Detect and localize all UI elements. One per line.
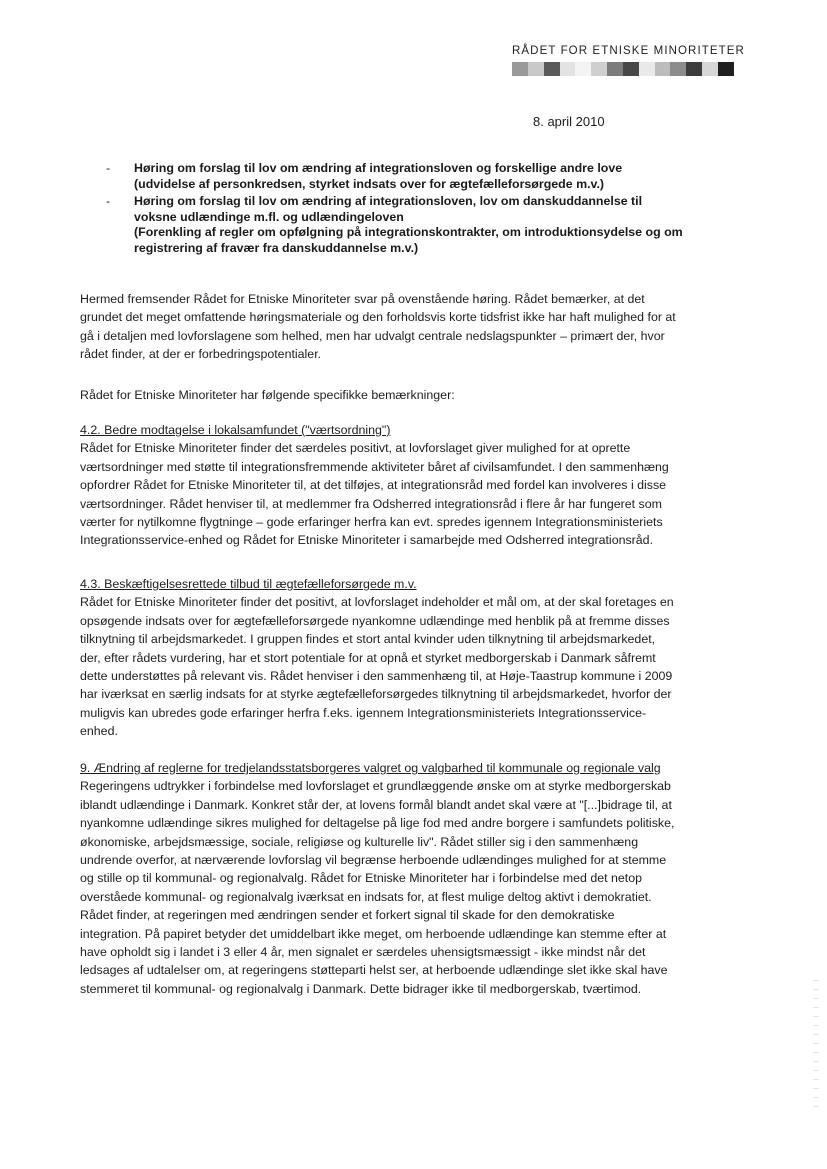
text-line: Rådet for Etniske Minoriteter finder det positivt, at lovforslaget indeholder et mål om, at der skal foretages en <box>80 595 674 610</box>
text-line: undrende overfor, at nærværende lovforslag vil begrænse herboende udlændinges mulighed for at stemme <box>80 853 667 868</box>
text-line: nyankomne udlændinge sikres mulighed for deltagelse på lige fod med andre borgere i samfundets politiske, <box>80 816 675 831</box>
text-line: Rådet finder, at regeringen med ændringen sender et forkert signal til skade for den demokratiske <box>80 908 615 923</box>
text-line: dette understøttes på relevant vis. Rådet henviser i den sammenhæng til, at Høje-Taastrup kommune i 2009 <box>80 669 673 684</box>
text-line: og stille op til kommunal- og regionalvalg. Rådet for Etniske Minoriteter har i forbindelse med det netop <box>80 871 643 886</box>
text-line: Hermed fremsender Rådet for Etniske Minoriteter svar på ovenstående høring. Rådet bemærker, at det <box>80 292 645 306</box>
section-heading: 4.3. Beskæftigelsesrettede tilbud til ægtefælleforsørgede m.v. <box>80 577 417 591</box>
logo-block <box>512 62 528 76</box>
text-line: der, efter rådets vurdering, har et stort potentiale for at opnå et styrket medborgerskab i Danmark såfremt <box>80 650 656 665</box>
text-line: grundet det meget omfattende høringsmateriale og den forholdsvis korte tidsfrist ikke har haft mulighed for at <box>80 310 676 325</box>
text-line: stemmeret til kommunal- og regionalvalg i Danmark. Dette bidrager ikke til medborgerskab, tværtimod. <box>80 981 642 996</box>
list-dash: - <box>106 161 111 175</box>
hearing-line: voksne udlændinge m.fl. og udlændingeloven <box>134 209 404 224</box>
logo-block <box>528 62 544 76</box>
section-heading: 4.2. Bedre modtagelse i lokalsamfundet ("værtsordning") <box>80 423 391 437</box>
hearing-line: Høring om forslag til lov om ændring af integrationsloven og forskellige andre love <box>134 161 623 175</box>
intro-paragraph <box>80 290 748 364</box>
logo-block <box>718 62 734 76</box>
logo-block <box>623 62 639 76</box>
logo-bar <box>512 62 734 76</box>
scan-artifact <box>813 980 819 1110</box>
logo-block <box>560 62 576 76</box>
text-line: gå i detaljen med lovforslagene som helhed, men har udvalgt centrale nedslagspunkter – primært der, hvor <box>80 328 665 343</box>
logo-block <box>575 62 591 76</box>
text-line: rådet finder, at der er forbedringspotentialer. <box>80 347 322 362</box>
section-heading: 9. Ændring af reglerne for tredjelandsstatsborgeres valgret og valgbarhed til kommunale og regionale valg <box>80 761 661 775</box>
text-line: have opholdt sig i landet i 3 eller 4 år, men signalet er særdeles uhensigtsmæssigt - ikke mindst når det <box>80 945 646 960</box>
organization-name: RÅDET FOR ETNISKE MINORITETER <box>512 45 745 57</box>
section-4-3 <box>80 575 748 741</box>
text-line: enhed. <box>80 724 118 739</box>
text-line: opsøgende indsats over for ægtefælleforsørgede nyankomne udlændinge med henblik på at fremme disses <box>80 613 670 628</box>
logo-block <box>607 62 623 76</box>
letter-date: 8. april 2010 <box>533 114 605 129</box>
text-line: tilknytning til arbejdsmarkedet. I gruppen findes et stort antal kvinder uden tilknytning til arbejdsmarkedet, <box>80 632 656 647</box>
text-line: overståede kommunal- og regionalvalg iværksat en indsats for, at flest mulige deltog aktivt i demokratiet. <box>80 889 652 904</box>
logo-block <box>702 62 718 76</box>
text-line: økonomiske, arbejdsmæssige, sociale, religiøse og kulturelle liv". Rådet stiller sig i den sammenhæng <box>80 834 639 849</box>
section-9 <box>80 759 748 998</box>
logo-block <box>591 62 607 76</box>
logo-block <box>686 62 702 76</box>
text-line: har iværksat en særlig indsats for at styrke ægtefælleforsørgedes tilknytning til arbejdsmarkedet, hvorfor der <box>80 687 672 702</box>
logo-block <box>670 62 686 76</box>
logo-block <box>544 62 560 76</box>
hearing-line: (Forenkling af regler om opfølgning på integrationskontrakter, om introduktionsydelse og om <box>134 225 683 240</box>
hearing-line: (udvidelse af personkredsen, styrket indsats over for ægtefælleforsørgede m.v.) <box>134 176 605 191</box>
text-line: værter for nytilkomne flygtninge – gode erfaringer herfra kan evt. spredes igennem Integrationsministeriets <box>80 515 663 530</box>
text-line: iblandt udlændinge i Danmark. Konkret står der, at lovens formål blandt andet skal være at "[...]bidrage til, at <box>80 797 672 812</box>
hearing-line: registrering af fravær fra danskuddannelse m.v.) <box>134 240 419 255</box>
text-line: værtsordninger med støtte til integrationsfremmende aktiviteter båret af civilsamfundet. I den sammenhæng <box>80 459 669 474</box>
hearing-item <box>106 161 746 192</box>
text-line: Integrationsservice-enhed og Rådet for Etniske Minoriteter i samarbejde med Odsherred integrationsråd. <box>80 533 654 548</box>
letterhead <box>512 44 745 76</box>
hearing-list <box>106 161 746 257</box>
hearing-item <box>106 194 746 256</box>
text-line: værtsordninger. Rådet henviser til, at medlemmer fra Odsherred integrationsråd i flere år har fungeret som <box>80 496 662 511</box>
section-4-2 <box>80 421 748 550</box>
text-line: integration. På papiret betyder det umiddelbart ikke meget, om herboende udlændinge kan stemme efter at <box>80 926 667 941</box>
list-dash: - <box>106 194 111 209</box>
text-line: opfordrer Rådet for Etniske Minoriteter til, at det tilføjes, at integrationsråd med fordel kan involveres i disse <box>80 478 667 493</box>
logo-block <box>639 62 655 76</box>
text-line: Rådet for Etniske Minoriteter finder det særdeles positivt, at lovforslaget giver mulighed for at oprette <box>80 441 631 456</box>
logo-block <box>655 62 671 76</box>
text-line: muligvis kan ubredes gode erfaringer herfra f.eks. igennem Integrationsministeriets Integrationsservice- <box>80 705 647 720</box>
hearing-line: Høring om forslag til lov om ændring af integrationsloven, lov om danskuddannelse til <box>134 194 643 209</box>
remarks-intro <box>80 386 748 404</box>
text-line: Rådet for Etniske Minoriteter har følgende specifikke bemærkninger: <box>80 388 455 402</box>
text-line: Regeringens udtrykker i forbindelse med lovforslaget et grundlæggende ønske om at styrke medborgerskab <box>80 779 671 794</box>
text-line: ledsages af udtalelser om, at regeringens støtteparti helst ser, at herboende udlændinge slet ikke skal have <box>80 963 668 978</box>
